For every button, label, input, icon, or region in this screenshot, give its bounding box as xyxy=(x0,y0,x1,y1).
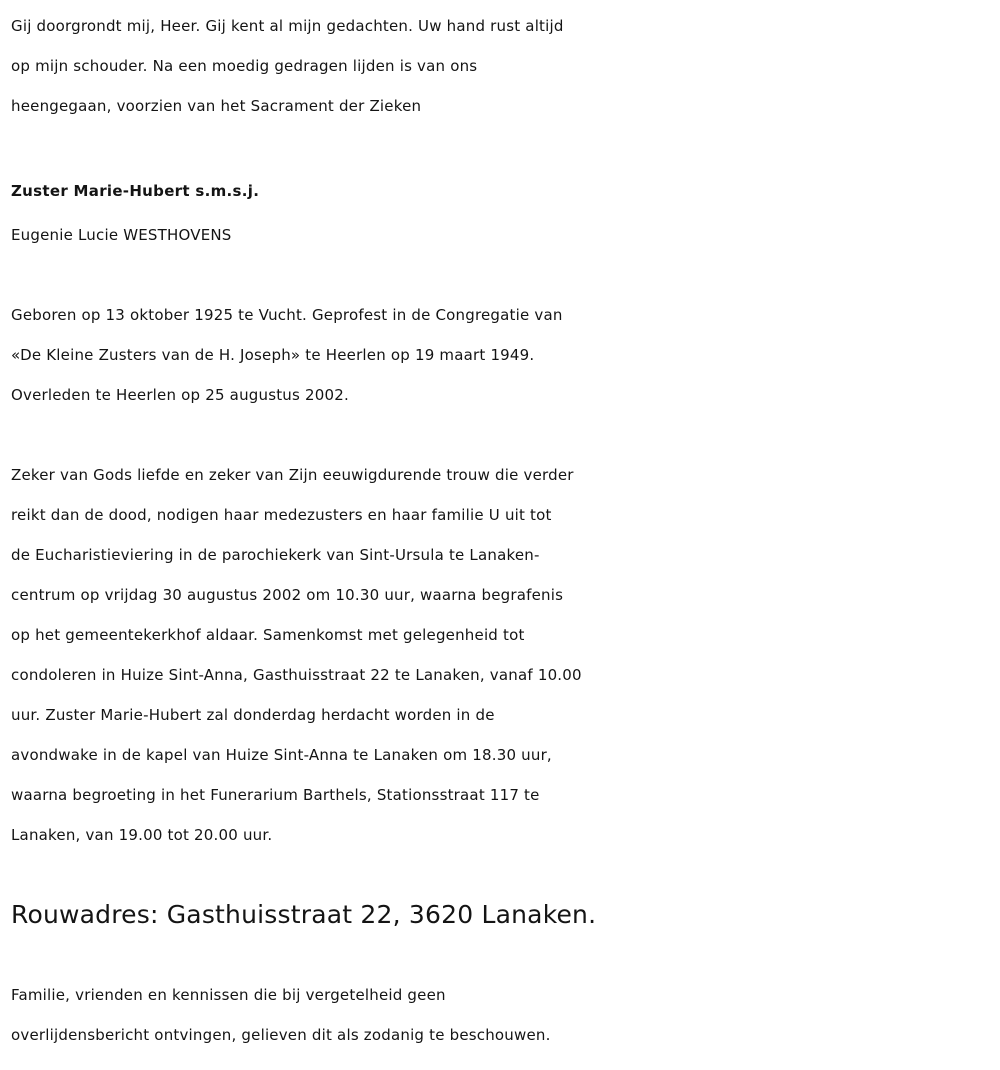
spacer xyxy=(11,255,1000,295)
ceremony-line: Lanaken, van 19.00 tot 20.00 uur. xyxy=(11,826,273,844)
intro-line: Gij doorgrondt mij, Heer. Gij kent al mijn gedachten. Uw hand rust altijd xyxy=(11,17,564,35)
intro-line: op mijn schouder. Na een moedig gedragen lijden is van ons xyxy=(11,57,478,75)
closing-line: Familie, vrienden en kennissen die bij vergetelheid geen xyxy=(11,986,446,1004)
ceremony-line: op het gemeentekerkhof aldaar. Samenkomst met gelegenheid tot xyxy=(11,626,525,644)
spacer xyxy=(11,855,1000,895)
ceremony-line: reikt dan de dood, nodigen haar medezusters en haar familie U uit tot xyxy=(11,506,552,524)
closing-line: overlijdensbericht ontvingen, gelieven dit als zodanig te beschouwen. xyxy=(11,1026,551,1044)
mourning-address: Rouwadres: Gasthuisstraat 22, 3620 Lanaken. xyxy=(11,900,597,929)
closing-paragraph xyxy=(11,975,1000,1055)
ceremony-line: avondwake in de kapel van Huize Sint-Anna te Lanaken om 18.30 uur, xyxy=(11,746,552,764)
biography-paragraph xyxy=(11,295,1000,415)
ceremony-line: uur. Zuster Marie-Hubert zal donderdag herdacht worden in de xyxy=(11,706,495,724)
ceremony-paragraph xyxy=(11,455,1000,855)
ceremony-line: de Eucharistieviering in de parochiekerk van Sint-Ursula te Lanaken- xyxy=(11,546,540,564)
intro-line: heengegaan, voorzien van het Sacrament der Zieken xyxy=(11,97,422,115)
ceremony-line: waarna begroeting in het Funerarium Barthels, Stationsstraat 117 te xyxy=(11,786,540,804)
biography-line: Geboren op 13 oktober 1925 te Vucht. Geprofest in de Congregatie van xyxy=(11,306,563,324)
biography-line: Overleden te Heerlen op 25 augustus 2002. xyxy=(11,386,349,404)
intro-paragraph xyxy=(11,6,1000,126)
religious-name: Zuster Marie-Hubert s.m.s.j. xyxy=(11,182,260,200)
ceremony-line: condoleren in Huize Sint-Anna, Gasthuisstraat 22 te Lanaken, vanaf 10.00 xyxy=(11,666,582,684)
civil-name: Eugenie Lucie WESTHOVENS xyxy=(11,226,232,244)
spacer xyxy=(11,126,1000,166)
spacer xyxy=(11,415,1000,455)
spacer xyxy=(11,935,1000,975)
biography-line: «De Kleine Zusters van de H. Joseph» te Heerlen op 19 maart 1949. xyxy=(11,346,535,364)
ceremony-line: Zeker van Gods liefde en zeker van Zijn eeuwigdurende trouw die verder xyxy=(11,466,574,484)
ceremony-line: centrum op vrijdag 30 augustus 2002 om 10.30 uur, waarna begrafenis xyxy=(11,586,564,604)
